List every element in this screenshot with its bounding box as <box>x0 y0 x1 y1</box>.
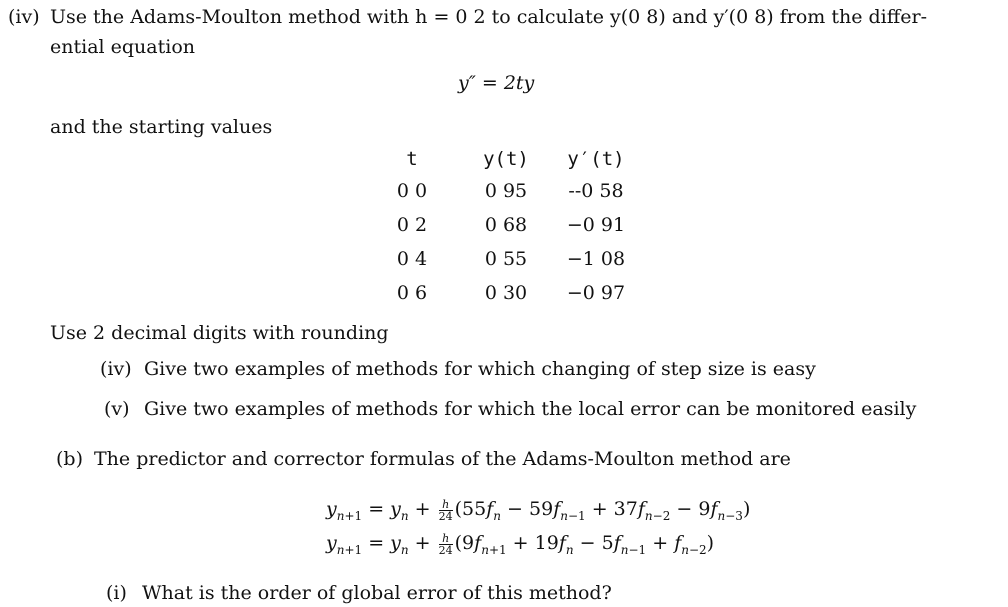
question-label: (iv) <box>8 6 40 28</box>
table-cell: --0 58 <box>568 180 624 202</box>
table-cell: 0 95 <box>484 180 528 202</box>
table-cell: −1 08 <box>566 248 626 270</box>
question-line-2: ential equation <box>50 36 195 58</box>
subpart-iv-text: Give two examples of methods for which changing of step size is easy <box>144 358 816 380</box>
subpart-v-text: Give two examples of methods for which the local error can be monitored easily <box>144 398 917 420</box>
fraction-h-24: $\frac{h}{24}$ <box>438 497 453 523</box>
question-line-1: Use the Adams-Moulton method with h = 0 2 to calculate y(0 8) and y′(0 8) from the differ- <box>50 6 927 28</box>
table-cell: 0 6 <box>396 282 428 304</box>
corrector-formula: $y_{n+1} = y_n$ + $\frac{h}{24}$ $(9f_{n+1} + 19f_n - 5f_{n-1} + f_{n-2})$ <box>326 531 715 557</box>
table-cell: 0 0 <box>396 180 428 202</box>
starting-values-text: and the starting values <box>50 116 273 138</box>
table-cell: 0 30 <box>484 282 528 304</box>
differential-equation: y″ = 2ty <box>458 72 535 94</box>
table-cell: −0 91 <box>566 214 626 236</box>
table-header-yprime: y′(t) <box>567 148 625 170</box>
subpart-iv-label: (iv) <box>100 358 132 380</box>
table-cell: 0 2 <box>396 214 428 236</box>
part-b-label: (b) <box>56 448 83 470</box>
part-b-text: The predictor and corrector formulas of the Adams-Moulton method are <box>94 448 791 470</box>
table-cell: 0 55 <box>484 248 528 270</box>
part-i-text: What is the order of global error of this method? <box>142 582 612 604</box>
table-cell: −0 97 <box>566 282 626 304</box>
rounding-instruction: Use 2 decimal digits with rounding <box>50 322 389 344</box>
predictor-formula: $y_{n+1} = y_n$ + $\frac{h}{24}$ $(55f_n - 59f_{n-1} + 37f_{n-2} - 9f_{n-3})$ <box>326 497 751 523</box>
table-header-y: y(t) <box>483 148 529 170</box>
part-i-label: (i) <box>106 582 127 604</box>
table-cell: 0 68 <box>484 214 528 236</box>
table-header-t: t <box>406 148 418 170</box>
table-cell: 0 4 <box>396 248 428 270</box>
subpart-v-label: (v) <box>104 398 130 420</box>
fraction-h-24: $\frac{h}{24}$ <box>438 531 453 557</box>
